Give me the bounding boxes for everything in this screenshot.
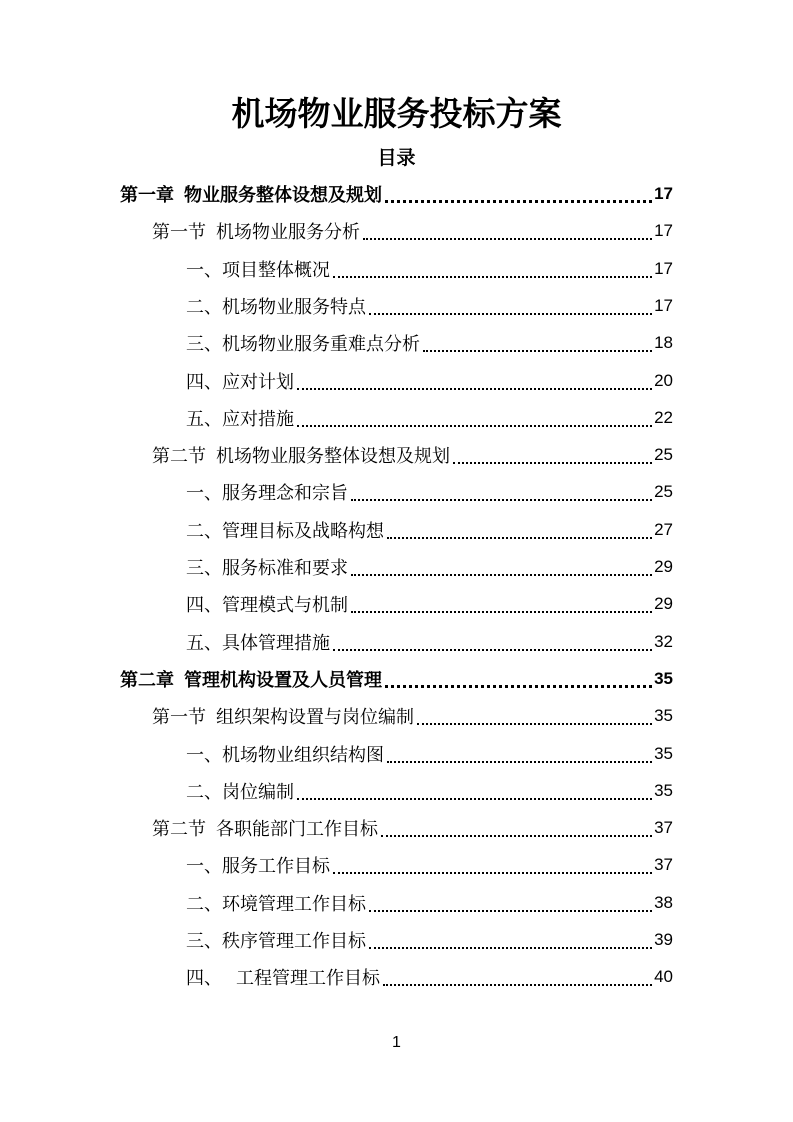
toc-entry[interactable] [186,735,673,772]
toc-entry-text: 应对计划 [222,371,294,393]
toc-entry-label [186,554,351,580]
toc-dot-leader [385,675,652,688]
toc-entry[interactable] [186,958,673,995]
toc-entry-page: 35 [654,668,673,688]
toc-entry-page: 17 [654,258,673,278]
toc-entry-number: 五、 [186,408,222,430]
toc-entry-label [186,629,333,655]
toc-dot-leader [453,452,652,464]
toc-entry-number: 四、 [186,594,222,616]
toc-dot-leader [417,713,652,725]
toc-dot-leader [381,825,652,837]
toc-entry-text: 服务理念和宗旨 [222,482,348,504]
toc-entry-text: 项目整体概况 [222,259,330,281]
toc-entry[interactable] [152,436,673,473]
toc-entry-number: 四、 [186,371,222,393]
toc-entry-text: 机场物业服务重难点分析 [222,333,420,355]
toc-entry-label [186,778,297,804]
toc-dot-leader [369,303,652,315]
toc-entry-number: 三、 [186,333,222,355]
toc-entry[interactable] [186,324,673,361]
toc-heading: 目录 [377,147,416,169]
toc-entry-number: 第一节 [152,706,206,728]
toc-entry[interactable] [186,585,673,622]
toc-entry-number: 第二节 [152,818,206,840]
toc-entry-text: 机场物业服务特点 [222,296,366,318]
toc-entry-number: 五、 [186,632,222,654]
toc-entry-label [186,368,297,394]
toc-entry-number: 一、 [186,259,222,281]
toc-entry-page: 35 [654,743,673,763]
toc-entry-label [186,405,297,431]
toc-dot-leader [369,900,652,912]
toc-entry-number: 二、 [186,781,222,803]
toc-entry-text: 工程管理工作目标 [236,967,380,989]
toc-dot-leader [297,378,652,390]
toc-entry-number: 三、 [186,557,222,579]
toc-entry-text: 各职能部门工作目标 [216,818,378,840]
toc-entry-text: 秩序管理工作目标 [222,930,366,952]
toc-dot-leader [423,340,652,352]
toc-entry-text: 组织架构设置与岗位编制 [216,706,414,728]
toc-entry-number: 一、 [186,855,222,877]
toc-entry[interactable] [186,250,673,287]
toc-entry-page: 18 [654,332,673,352]
toc-dot-leader [387,751,652,763]
toc-entry-label [186,479,351,505]
toc-entry[interactable] [186,772,673,809]
toc-entry-label [152,218,363,244]
toc-entry[interactable] [186,287,673,324]
toc-entry[interactable] [186,846,673,883]
toc-dot-leader [351,601,652,613]
toc-entry-page: 25 [654,481,673,501]
toc-entry-text: 机场物业服务整体设想及规划 [216,445,450,467]
toc-entry-page: 32 [654,631,673,651]
toc-entry-label [186,927,369,953]
toc-entry-number: 第一章 [120,184,174,206]
toc-dot-leader [351,489,652,501]
toc-entry[interactable] [120,660,673,697]
toc-entry-page: 17 [654,183,673,203]
toc-entry-number: 一、 [186,482,222,504]
toc-entry[interactable] [120,175,673,212]
toc-entry-label [186,890,369,916]
toc-entry[interactable] [186,399,673,436]
toc-entry-text: 具体管理措施 [222,632,330,654]
toc-entry-page: 37 [654,854,673,874]
toc-entry[interactable] [186,362,673,399]
toc-entry-number: 二、 [186,893,222,915]
toc-dot-leader [333,266,652,278]
toc-entry-page: 37 [654,817,673,837]
toc-entry[interactable] [186,548,673,585]
toc-entry-number: 第一节 [152,221,206,243]
toc-entry-page: 17 [654,220,673,240]
toc-entry-text: 机场物业组织结构图 [222,744,384,766]
toc-entry-label [152,442,453,468]
toc-entry-text: 管理机构设置及人员管理 [184,669,382,691]
toc-entry-number: 四、 [186,967,222,989]
document-title: 机场物业服务投标方案 [231,94,562,133]
toc-entry[interactable] [152,809,673,846]
toc-entry-label [120,666,385,692]
toc-entry-text: 机场物业服务分析 [216,221,360,243]
toc-entry-label [186,964,383,990]
toc-entry-label [186,330,423,356]
toc-entry-number: 二、 [186,296,222,318]
page-number: 1 [392,1034,401,1051]
toc-entry-page: 27 [654,519,673,539]
toc-entry-page: 35 [654,780,673,800]
toc-entry-label [152,815,381,841]
toc-entry-page: 38 [654,892,673,912]
toc-entry-label [186,591,351,617]
toc-entry-label [186,517,387,543]
toc-entry-text: 环境管理工作目标 [222,893,366,915]
toc-entry[interactable] [186,623,673,660]
toc-entry-label [186,741,387,767]
toc-dot-leader [297,415,652,427]
toc-entry-page: 39 [654,929,673,949]
toc-entry-page: 40 [654,966,673,986]
toc-entry-number: 三、 [186,930,222,952]
toc-entry-text: 管理模式与机制 [222,594,348,616]
toc-entry[interactable] [152,697,673,734]
toc-entry-page: 29 [654,593,673,613]
toc-entry-text: 服务标准和要求 [222,557,348,579]
toc-entry[interactable] [186,473,673,510]
toc-dot-leader [385,190,652,203]
toc-entry-text: 服务工作目标 [222,855,330,877]
toc-entry-number: 第二节 [152,445,206,467]
toc-entry-page: 20 [654,370,673,390]
toc-entry-page: 17 [654,295,673,315]
toc-entry-label [186,852,333,878]
toc-entry-label [120,181,385,207]
toc-entry-number: 第二章 [120,669,174,691]
toc-entry[interactable] [186,884,673,921]
toc-entry-label [186,293,369,319]
toc-dot-leader [363,228,652,240]
toc-dot-leader [387,527,652,539]
toc-entry-text: 岗位编制 [222,781,294,803]
toc-entry-label [152,703,417,729]
toc-entry-page: 35 [654,705,673,725]
toc-dot-leader [333,862,652,874]
toc-dot-leader [333,639,652,651]
toc-entry-page: 22 [654,407,673,427]
toc-entry-number: 一、 [186,744,222,766]
toc-entry[interactable] [186,511,673,548]
toc-dot-leader [369,937,652,949]
toc-entry-text: 管理目标及战略构想 [222,520,384,542]
toc-entry-page: 29 [654,556,673,576]
toc-entry-label [186,256,333,282]
toc-entry-number: 二、 [186,520,222,542]
toc-entry[interactable] [186,921,673,958]
toc-entry-text: 物业服务整体设想及规划 [184,184,382,206]
toc-entry-page: 25 [654,444,673,464]
toc-dot-leader [383,974,652,986]
toc-dot-leader [297,788,652,800]
toc-dot-leader [351,564,652,576]
toc-entry[interactable] [152,212,673,249]
toc-entry-text: 应对措施 [222,408,294,430]
